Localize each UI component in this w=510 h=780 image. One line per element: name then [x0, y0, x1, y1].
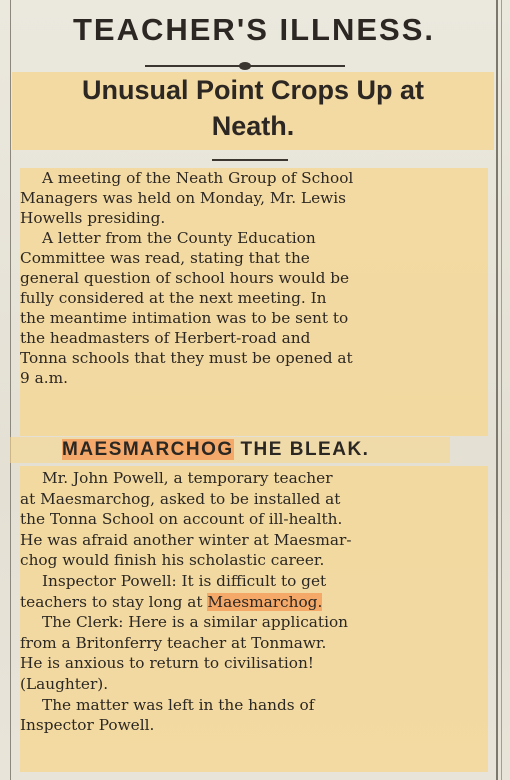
column-rule-right: [496, 0, 498, 780]
text-line: The Clerk: Here is a similar application: [42, 613, 349, 632]
ornamental-rule: [145, 62, 345, 70]
column-rule-left: [10, 0, 11, 780]
text-line: He was afraid another winter at Maesmar-: [20, 530, 352, 549]
text-line: (Laughter).: [20, 674, 109, 693]
paragraph-inspector: [20, 571, 490, 612]
text-line: Committee was read, stating that the: [20, 249, 310, 267]
paragraph-letter: [20, 228, 490, 388]
text-line: [20, 592, 490, 613]
text-line: Managers was held on Monday, Mr. Lewis: [20, 189, 346, 207]
text-line: Inspector Powell.: [20, 716, 155, 735]
section-heading-rest: THE BLEAK.: [233, 439, 370, 460]
text-line: Tonna schools that they must be opened at: [20, 349, 353, 367]
text-line: He is anxious to return to civilisation!: [20, 654, 314, 673]
section-heading: [62, 437, 369, 463]
text-fragment: teachers to stay long at: [20, 592, 208, 611]
headline: TEACHER'S ILLNESS.: [72, 12, 435, 47]
subheadline-line-2: Neath.: [211, 111, 295, 141]
paragraph-powell-request: [20, 468, 490, 571]
text-line: general question of school hours would be: [20, 269, 350, 287]
text-line: the headmasters of Herbert-road and: [20, 329, 311, 347]
subheadline-line-1: Unusual Point Crops Up at: [81, 75, 424, 105]
text-line: A letter from the County Education: [42, 229, 316, 247]
text-line: The matter was left in the hands of: [42, 695, 315, 714]
text-line: at Maesmarchog, asked to be installed at: [20, 489, 341, 508]
text-line: Inspector Powell: It is difficult to get: [42, 571, 327, 590]
text-line: Mr. John Powell, a temporary teacher: [42, 469, 333, 487]
text-line: 9 a.m.: [20, 369, 68, 387]
short-divider: [212, 159, 288, 161]
text-line: from a Britonferry teacher at Tonmawr.: [20, 633, 327, 652]
paragraph-conclusion: [20, 695, 490, 736]
text-line: fully considered at the next meeting. In: [20, 289, 327, 307]
paragraph-meeting: [20, 168, 490, 228]
text-line: the Tonna School on account of ill-health.: [20, 510, 343, 529]
text-line: A meeting of the Neath Group of School: [42, 169, 354, 187]
column-rule-right-thin: [501, 0, 502, 780]
subheadline: [12, 72, 494, 150]
highlighted-place-name: Maesmarchog.: [207, 592, 323, 611]
article-body-upper: [20, 168, 490, 388]
text-line: the meantime intimation was to be sent to: [20, 309, 349, 327]
section-heading-highlight: MAESMARCHOG: [62, 439, 234, 460]
text-line: Howells presiding.: [20, 209, 166, 227]
paragraph-clerk: [20, 612, 490, 694]
article-body-lower: [20, 468, 490, 736]
text-line: chog would finish his scholastic career.: [20, 551, 325, 570]
